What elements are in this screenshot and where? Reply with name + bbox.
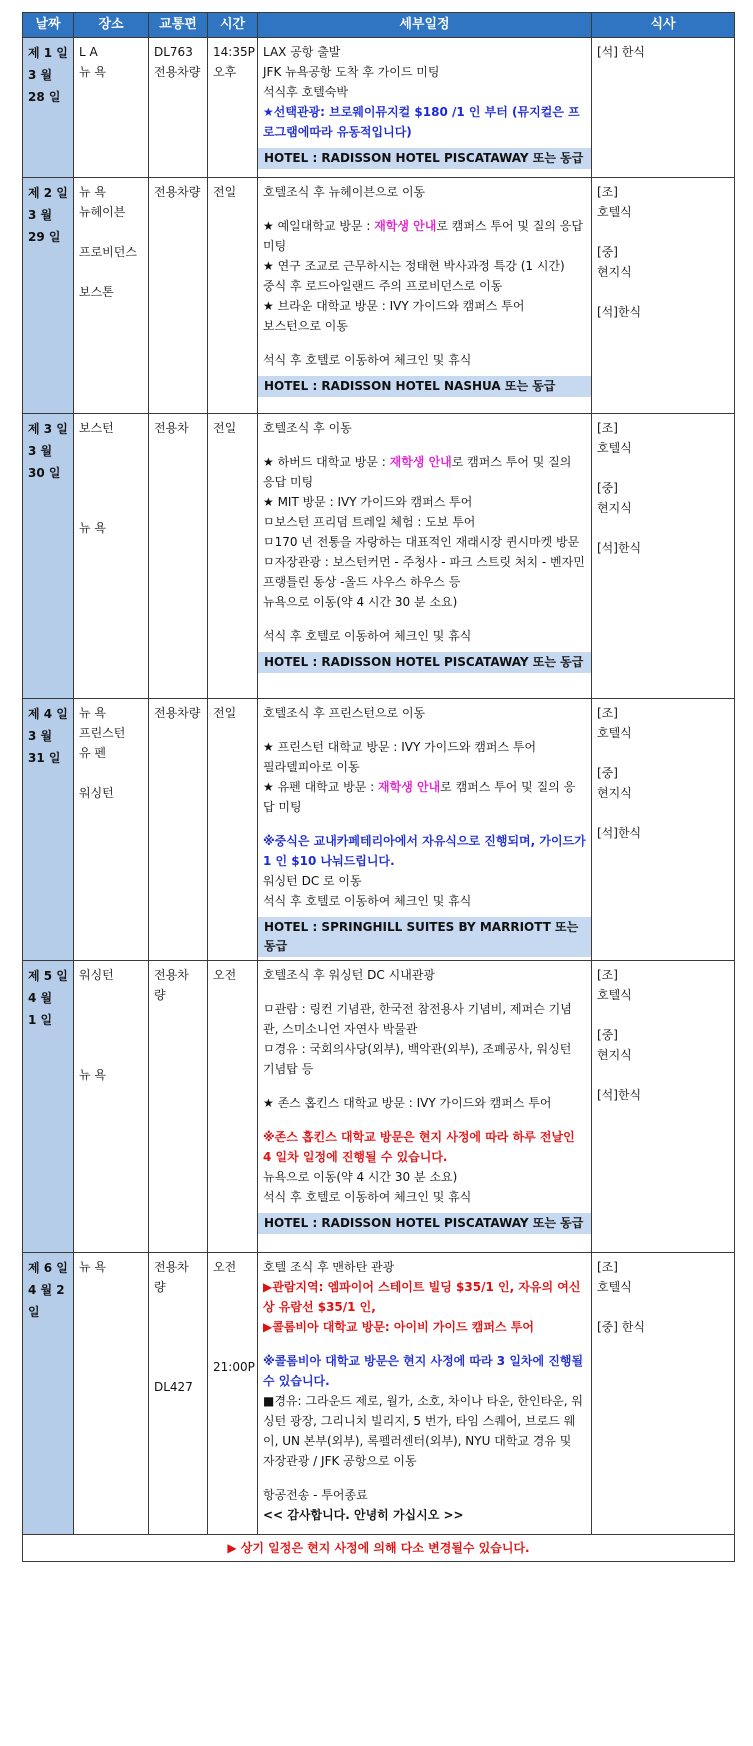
day-place-line: 워싱턴 (79, 786, 114, 800)
detail-line: ★ 프린스턴 대학교 방문 : IVY 가이드와 캠퍼스 투어 (263, 740, 537, 754)
day-transport-line: DL427 (154, 1380, 193, 1394)
day-meals-line: [중] (597, 1028, 618, 1042)
day-transport (149, 414, 208, 699)
day-place-line: 보스턴 (79, 421, 114, 435)
day-place (74, 1253, 149, 1535)
day-place-line (79, 478, 143, 498)
day-place-line (79, 262, 143, 282)
day-place-line: 뉴 욕 (79, 1260, 106, 1274)
detail-line: 호텔 조식 후 맨하탄 관광 (263, 1260, 395, 1274)
detail-line: ★ 존스 홉킨스 대학교 방문 : IVY 가이드와 캠퍼스 투어 (263, 1096, 552, 1110)
day-place-line (79, 1005, 143, 1025)
detail-line: 뉴욕으로 이동(약 4 시간 30 분 소요) (263, 595, 458, 609)
day-date (23, 38, 74, 178)
detail-line (263, 777, 586, 817)
day-transport-line (154, 1357, 202, 1377)
day-meals-line: [중] 한식 (597, 1320, 645, 1334)
day-meals-line: 호텔식 (597, 726, 632, 740)
header-date: 날짜 (23, 13, 74, 38)
detail-spacer (263, 985, 586, 999)
detail-line (263, 452, 586, 492)
day-time-line: 오전 (213, 1260, 237, 1274)
detail-line: ㅁ경유 : 국회의사당(외부), 백악관(외부), 조폐공사, 워싱턴 기념탑 등 (263, 1042, 572, 1076)
day-meals (592, 414, 735, 699)
detail-text-part: ★ 예일대학교 방문 : (263, 219, 375, 233)
day-place-line: 보스톤 (79, 285, 114, 299)
detail-line: 중식 후 로드아일랜드 주의 프로비던스로 이동 (263, 279, 503, 293)
detail-line: ㅁ관람 : 링컨 기념관, 한국전 참전용사 기념비, 제퍼슨 기념관, 스미소니언 자연사 박물관 (263, 1002, 572, 1036)
detail-spacer (263, 1079, 586, 1093)
day-meals-line (597, 458, 729, 478)
day-time-line (213, 1277, 252, 1297)
detail-line: << 감사합니다. 안녕히 가십시오 >> (263, 1508, 464, 1522)
day-date-line: 31 일 (28, 751, 61, 765)
day-time-line: 전일 (213, 185, 237, 199)
day-date-line: 29 일 (28, 230, 61, 244)
detail-line: 석식 후 호텔로 이동하여 체크인 및 휴식 (263, 1190, 472, 1204)
day-transport-line: 전용차량 (154, 65, 201, 79)
day-meals-line: [중] (597, 766, 618, 780)
day-time-line: 전일 (213, 421, 237, 435)
detail-line: 워싱턴 DC 로 이동 (263, 874, 362, 888)
day-time-line: 오후 (213, 65, 237, 79)
detail-line: ■경유: 그라운드 제로, 월가, 소호, 차이나 타운, 한인타운, 워싱턴 광장, 그리니치 빌리지, 5 번가, 타임 스퀘어, 브로드 웨이, UN 본부(외부), 록펠러센터(외부), NYU 대학교 경유 및 자장관광 / JFK 공항으로 이동 (263, 1394, 583, 1468)
header-place: 장소 (74, 13, 149, 38)
day-place (74, 178, 149, 414)
detail-line: 호텔조식 후 프린스턴으로 이동 (263, 706, 426, 720)
day-place-line: 프로비던스 (79, 245, 137, 259)
day-meals-line: 호텔식 (597, 1280, 632, 1294)
day-row (23, 699, 735, 961)
detail-line: ※중식은 교내카페테리아에서 자유식으로 진행되며, 가이드가 1 인 $10 나눠드립니다. (263, 834, 586, 868)
detail-text-part: 로 캠퍼스 투어 및 질의 응답 미팅 (263, 219, 583, 253)
day-meals-line: [조] (597, 421, 618, 435)
day-transport (149, 699, 208, 961)
day-time-line: 전일 (213, 706, 237, 720)
day-meals-line: [석]한식 (597, 1088, 642, 1102)
hotel-info: HOTEL : RADISSON HOTEL PISCATAWAY 또는 동급 (258, 148, 591, 169)
day-date-line: 4 월 2 (28, 1283, 65, 1297)
day-date-line: 3 월 (28, 729, 53, 743)
detail-line: ▶관람지역: 엠파이어 스테이트 빌딩 $35/1 인, 자유의 여신상 유람선 $35/1 인, (263, 1280, 581, 1314)
day-row (23, 414, 735, 699)
day-meals-line: [조] (597, 706, 618, 720)
day-transport-line (154, 1297, 202, 1317)
day-time (208, 414, 258, 699)
day-meals-line: 현지식 (597, 265, 632, 279)
day-meals-line (597, 222, 729, 242)
detail-spacer (263, 723, 586, 737)
day-time (208, 1253, 258, 1535)
day-place-line (79, 498, 143, 518)
day-time (208, 699, 258, 961)
day-date-line: 제 4 일 (28, 707, 68, 721)
day-date (23, 178, 74, 414)
day-details (258, 38, 592, 178)
day-date (23, 414, 74, 699)
detail-text-part: 재학생 안내 (374, 219, 437, 233)
detail-line: ▶콜롬비아 대학교 방문: 아이비 가이드 캠퍼스 투어 (263, 1320, 534, 1334)
day-meals-line: [중] (597, 481, 618, 495)
day-meals (592, 38, 735, 178)
day-time-line (213, 1317, 252, 1337)
day-place-line: 유 펜 (79, 746, 106, 760)
day-meals-line: [조] (597, 968, 618, 982)
day-date-line: 제 2 일 (28, 186, 68, 200)
day-meals-line: [석]한식 (597, 305, 642, 319)
detail-line: 호텔조식 후 뉴헤이븐으로 이동 (263, 185, 426, 199)
detail-line: 석식후 호텔숙박 (263, 85, 348, 99)
day-date-line: 28 일 (28, 90, 61, 104)
day-place-line: L A (79, 45, 98, 59)
day-time-line: 14:35P (213, 45, 255, 59)
day-date-line: 제 3 일 (28, 422, 68, 436)
day-date (23, 961, 74, 1253)
detail-line: ★ MIT 방문 : IVY 가이드와 캠퍼스 투어 (263, 495, 473, 509)
day-place (74, 38, 149, 178)
detail-line: JFK 뉴욕공항 도착 후 가이드 미팅 (263, 65, 440, 79)
detail-spacer (263, 202, 586, 216)
day-date-line: 3 월 (28, 208, 53, 222)
day-meals-line (597, 282, 729, 302)
day-date-line: 30 일 (28, 466, 61, 480)
day-transport-line: 전용차 (154, 968, 189, 982)
day-row (23, 38, 735, 178)
detail-text-part: ★ 유펜 대학교 방문 : (263, 780, 379, 794)
detail-line: 뉴욕으로 이동(약 4 시간 30 분 소요) (263, 1170, 458, 1184)
day-meals-line: 호텔식 (597, 988, 632, 1002)
day-transport-line (154, 1337, 202, 1357)
day-meals-line: 현지식 (597, 501, 632, 515)
day-meals-line (597, 518, 729, 538)
detail-text-part: 재학생 안내 (389, 455, 452, 469)
day-transport (149, 178, 208, 414)
detail-spacer (263, 438, 586, 452)
day-meals-line: 현지식 (597, 1048, 632, 1062)
day-meals-line: [조] (597, 185, 618, 199)
day-date-line: 제 5 일 (28, 969, 68, 983)
day-meals-line (597, 743, 729, 763)
detail-line: ※콜롬비아 대학교 방문은 현지 사정에 따라 3 일차에 진행될수 있습니다. (263, 1354, 584, 1388)
day-date (23, 699, 74, 961)
day-place-line: 뉴 욕 (79, 521, 106, 535)
detail-spacer (263, 817, 586, 831)
day-meals-line: [중] (597, 245, 618, 259)
day-time (208, 178, 258, 414)
header-time: 시간 (208, 13, 258, 38)
detail-spacer (263, 1113, 586, 1127)
day-transport-line: 전용차량 (154, 706, 201, 720)
day-time-line: 21:00P (213, 1360, 255, 1374)
day-meals-line (597, 1297, 729, 1317)
detail-line: 보스턴으로 이동 (263, 319, 348, 333)
day-date-line: 일 (28, 1305, 40, 1319)
day-place (74, 414, 149, 699)
day-place-line: 뉴헤이븐 (79, 205, 126, 219)
day-place (74, 961, 149, 1253)
header-meals: 식사 (592, 13, 735, 38)
detail-line: ※존스 홉킨스 대학교 방문은 현지 사정에 따라 하루 전날인 4 일차 일정에 진행될 수 있습니다. (263, 1130, 575, 1164)
day-date-line: 제 1 일 (28, 46, 68, 60)
day-meals-line: 현지식 (597, 786, 632, 800)
detail-line (263, 216, 586, 256)
day-transport-line: DL763 (154, 45, 193, 59)
detail-spacer (263, 1471, 586, 1485)
day-meals-line (597, 803, 729, 823)
detail-line: ㅁ170 년 전통을 자랑하는 대표적인 재래시장 퀸시마켓 방문 (263, 535, 580, 549)
detail-spacer (263, 612, 586, 626)
detail-text-part: 재학생 안내 (378, 780, 441, 794)
day-place-line (79, 1025, 143, 1045)
day-date-line: 4 월 (28, 991, 53, 1005)
day-details (258, 699, 592, 961)
day-time (208, 38, 258, 178)
detail-line: ★ 브라운 대학교 방문 : IVY 가이드와 캠퍼스 투어 (263, 299, 525, 313)
day-time (208, 961, 258, 1253)
day-place-line (79, 1045, 143, 1065)
detail-line: LAX 공항 출발 (263, 45, 341, 59)
detail-line: ★선택관광: 브로웨이뮤지컬 $180 /1 인 부터 (뮤지컬은 프로그램에따라 유동적입니다) (263, 105, 580, 139)
detail-line: 필라델피아로 이동 (263, 760, 360, 774)
day-meals-line: [석] 한식 (597, 45, 645, 59)
day-details (258, 178, 592, 414)
detail-text-part: ★ 하버드 대학교 방문 : (263, 455, 390, 469)
detail-line: ㅁ자장관광 : 보스턴커먼 - 주청사 - 파크 스트릿 처치 - 벤자민 프랭틀린 동상 -올드 사우스 하우스 등 (263, 555, 585, 589)
day-transport-line: 량 (154, 988, 166, 1002)
day-transport-line: 전용차량 (154, 185, 201, 199)
detail-line: ㅁ보스턴 프리덤 트레일 체험 : 도보 투어 (263, 515, 476, 529)
day-meals (592, 699, 735, 961)
detail-line: 석식 후 호텔로 이동하여 체크인 및 휴식 (263, 894, 472, 908)
header-transport: 교통편 (149, 13, 208, 38)
detail-text-part: 로 캠퍼스 투어 및 질의 응답 미팅 (263, 455, 572, 489)
day-date (23, 1253, 74, 1535)
day-place-line (79, 222, 143, 242)
day-date-line: 3 월 (28, 444, 53, 458)
day-place-line: 뉴 욕 (79, 706, 106, 720)
detail-line: 석식 후 호텔로 이동하여 체크인 및 휴식 (263, 353, 472, 367)
day-place-line: 뉴 욕 (79, 1068, 106, 1082)
detail-text-part: 로 캠퍼스 투어 및 질의 응답 미팅 (263, 780, 576, 814)
day-meals-line: [조] (597, 1260, 618, 1274)
day-place-line: 워싱턴 (79, 968, 114, 982)
day-details (258, 414, 592, 699)
day-transport (149, 1253, 208, 1535)
header-details: 세부일정 (258, 13, 592, 38)
day-time-line (213, 1297, 252, 1317)
day-date-line: 제 6 일 (28, 1261, 68, 1275)
day-date-line: 1 일 (28, 1013, 53, 1027)
day-meals-line (597, 1005, 729, 1025)
day-meals-line: 호텔식 (597, 441, 632, 455)
day-date-line: 3 월 (28, 68, 53, 82)
day-meals-line (597, 1065, 729, 1085)
day-meals (592, 961, 735, 1253)
detail-line: 석식 후 호텔로 이동하여 체크인 및 휴식 (263, 629, 472, 643)
day-place-line: 뉴 욕 (79, 185, 106, 199)
itinerary-table (22, 12, 735, 1562)
day-meals (592, 1253, 735, 1535)
hotel-info: HOTEL : RADISSON HOTEL PISCATAWAY 또는 동급 (258, 1213, 591, 1234)
day-row (23, 961, 735, 1253)
day-meals-line: [석]한식 (597, 826, 642, 840)
detail-line: ★ 연구 조교로 근무하시는 정태현 박사과정 특강 (1 시간) (263, 259, 565, 273)
detail-line: 항공전송 - 투어종료 (263, 1488, 368, 1502)
hotel-info: HOTEL : SPRINGHILL SUITES BY MARRIOTT 또는 동급 (258, 917, 591, 957)
day-place-line (79, 438, 143, 458)
day-row (23, 1253, 735, 1535)
footer-notice: ▶ 상기 일정은 현지 사정에 의해 다소 변경될수 있습니다. (23, 1535, 735, 1562)
day-meals-line: 호텔식 (597, 205, 632, 219)
detail-spacer (263, 1337, 586, 1351)
day-place-line (79, 458, 143, 478)
detail-line: 호텔조식 후 워싱턴 DC 시내관광 (263, 968, 435, 982)
hotel-info: HOTEL : RADISSON HOTEL NASHUA 또는 동급 (258, 376, 591, 397)
day-place-line: 뉴 욕 (79, 65, 106, 79)
day-place-line: 프린스턴 (79, 726, 126, 740)
day-transport-line: 전용차 (154, 1260, 189, 1274)
hotel-info: HOTEL : RADISSON HOTEL PISCATAWAY 또는 동급 (258, 652, 591, 673)
day-row (23, 178, 735, 414)
detail-line: 호텔조식 후 이동 (263, 421, 352, 435)
day-details (258, 961, 592, 1253)
header-row (23, 13, 735, 38)
day-place (74, 699, 149, 961)
day-transport-line (154, 1317, 202, 1337)
day-time-line (213, 1337, 252, 1357)
day-meals-line: [석]한식 (597, 541, 642, 555)
day-transport-line: 량 (154, 1280, 166, 1294)
day-time-line: 오전 (213, 968, 237, 982)
detail-spacer (263, 336, 586, 350)
day-details (258, 1253, 592, 1535)
day-transport-line: 전용차 (154, 421, 189, 435)
day-meals (592, 178, 735, 414)
footer-row (23, 1535, 735, 1562)
day-transport (149, 38, 208, 178)
day-place-line (79, 985, 143, 1005)
day-place-line (79, 763, 143, 783)
day-transport (149, 961, 208, 1253)
